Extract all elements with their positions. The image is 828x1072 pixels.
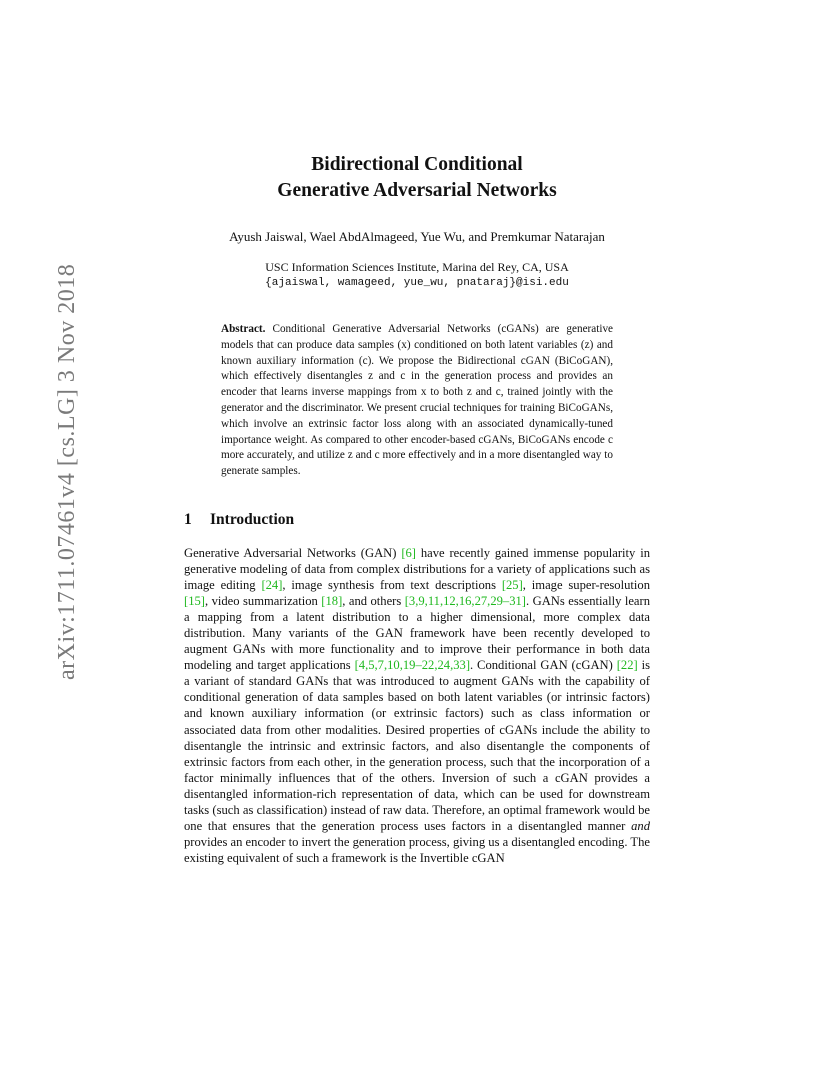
citation-link[interactable]: [6] [401, 546, 416, 560]
citation-link[interactable]: [22] [616, 658, 638, 673]
intro-text: . Conditional GAN (cGAN) [470, 658, 617, 673]
emails: {ajaiswal, wamageed, yue_wu, pnataraj}@isi.edu [265, 277, 569, 289]
citation-link[interactable]: [25] [501, 578, 523, 593]
intro-paragraph [184, 545, 650, 866]
citation-link[interactable]: [18] [321, 594, 343, 609]
intro-text: , image super-resolution [522, 578, 650, 593]
intro-text: . GANs essentially learn a mapping from a latent distribution to a higher dimensional, more complex data distribution. Many variants of the GAN framework have been recently developed to augment GANs with more functionality and to improve their performance in both data modeling and target applications [184, 594, 650, 673]
intro-text: have recently gained immense popularity in generative modeling of data from complex distributions for a variety of applications such as image editing [184, 546, 650, 593]
title-line-2: Generative Adversarial Networks [277, 180, 557, 201]
affiliation-block [184, 259, 650, 291]
intro-text: , and others [342, 594, 405, 609]
paper-title [184, 152, 650, 204]
affiliation: USC Information Sciences Institute, Marina del Rey, CA, USA [265, 260, 569, 274]
abstract-label: Abstract. [221, 323, 266, 335]
section-number: 1 [184, 511, 192, 528]
citation-link[interactable]: [24] [261, 578, 283, 593]
intro-emphasis: and [631, 818, 650, 833]
abstract-text: Conditional Generative Adversarial Networks (cGANs) are generative models that can produce data samples (x) conditioned on both latent variables (z) and known auxiliary information (c). We propose the Bidirectional cGAN (BiCoGAN), which effectively disentangles z and c in the generation process and provides an encoder that learns inverse mappings from x to both z and c, trained jointly with the generator and the discriminator. We present crucial techniques for training BiCoGANs, which involve an extrinsic factor loss along with an associated dynamically-tuned importance weight. As compared to other encoder-based cGANs, BiCoGANs encode c more accurately, and utilize z and c more effectively and in a more disentangled way to generate samples. [221, 323, 614, 478]
intro-text: , image synthesis from text descriptions [282, 578, 502, 593]
citation-link[interactable]: [15] [184, 594, 205, 609]
abstract [221, 322, 613, 480]
section-heading [184, 511, 294, 529]
intro-text: is a variant of standard GANs that was introduced to augment GANs with the capability of conditional generation of data samples based on both latent variables (or intrinsic factors) and known auxiliary information (or extrinsic factors) such as class information or associated data from other modalities. Desired properties of cGANs include the ability to disentangle the intrinsic and extrinsic factors, and also disentangle the components of extrinsic factors from each other, in the generation process, such that the incorporation of a factor minimally influences that of the others. Inversion of such a cGAN provides a disentangled information-rich representation of data, which can be used for downstream tasks (such as classification) instead of raw data. Therefore, an optimal framework would be one that ensures that the generation process uses factors in a disentangled manner [184, 658, 650, 833]
citation-link[interactable]: [3,9,11,12,16,27,29–31] [404, 594, 526, 609]
arxiv-stamp [20, 263, 80, 680]
intro-text: Generative Adversarial Networks (GAN) [184, 546, 402, 560]
intro-text: , video summarization [204, 594, 322, 609]
section-title: Introduction [210, 511, 295, 528]
intro-text: provides an encoder to invert the generation process, giving us a disentangled encoding. The existing equivalent of such a framework is the Invertible cGAN [184, 834, 650, 865]
citation-link[interactable]: [4,5,7,10,19–22,24,33] [354, 658, 471, 673]
title-line-1: Bidirectional Conditional [311, 154, 523, 175]
author-list: Ayush Jaiswal, Wael AbdAlmageed, Yue Wu, and Premkumar Natarajan [229, 229, 605, 244]
arxiv-stamp-text: arXiv:1711.07461v4 [cs.LG] 3 Nov 2018 [54, 263, 80, 680]
